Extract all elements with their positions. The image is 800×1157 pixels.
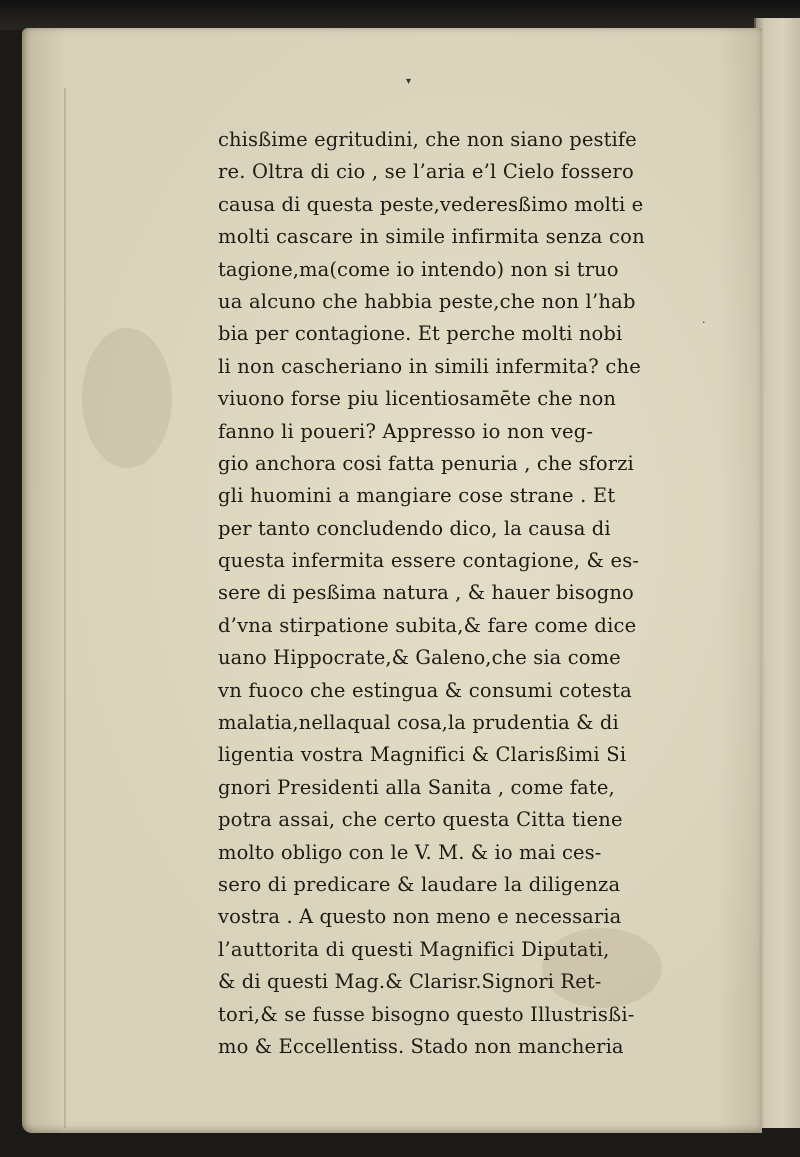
- text-line: & di questi Mag.& Clarisr.Signori Ret-: [218, 970, 602, 994]
- text-line: chisßime egritudini, che non siano pestife: [218, 128, 637, 151]
- text-line: mo & Eccellentiss. Stado non mancheria: [218, 1034, 624, 1058]
- text-line: questa infermita essere contagione, & es-: [218, 549, 640, 573]
- text-line: sere di pesßima natura , & hauer bisogno: [218, 581, 634, 605]
- text-line: viuono forse piu licentiosamēte che non: [218, 387, 617, 411]
- text-line: d’vna stirpatione subita,& fare come dice: [218, 613, 637, 637]
- text-line: gli huomini a mangiare cose strane . Et: [218, 484, 616, 508]
- text-line: potra assai, che certo questa Citta tiene: [218, 808, 623, 832]
- text-line: re. Oltra di cio , se l’aria e’l Cielo fossero: [218, 160, 634, 184]
- book-binding-edge: [0, 0, 800, 30]
- text-line: tori,& se fusse bisogno questo Illustrisßi-: [218, 1002, 635, 1026]
- text-line: per tanto concludendo dico, la causa di: [218, 516, 611, 540]
- margin-tick: ·: [702, 316, 706, 329]
- paper-stain: [82, 328, 172, 468]
- text-line: vostra . A questo non meno e necessaria: [218, 905, 622, 929]
- page-fold-shadow: [64, 88, 66, 1128]
- text-line: ligentia vostra Magnifici & Clarisßimi Si: [218, 743, 627, 767]
- text-line: gio anchora cosi fatta penuria , che sforzi: [218, 451, 634, 475]
- text-line: sero di predicare & laudare la diligenza: [218, 872, 621, 896]
- text-line: vn fuoco che estingua & consumi cotesta: [218, 678, 632, 702]
- text-line: ua alcuno che habbia peste,che non l’hab: [218, 289, 636, 313]
- text-line: fanno li poueri? Appresso io non veg-: [218, 419, 594, 443]
- page-body-text: [218, 124, 708, 1063]
- text-line: li non cascheriano in simili infermita? che: [218, 354, 641, 378]
- printer-mark: ▾: [406, 76, 412, 87]
- text-line: causa di questa peste,vederesßimo molti e: [218, 192, 644, 216]
- text-line: uano Hippocrate,& Galeno,che sia come: [218, 646, 621, 670]
- text-line: malatia,nellaqual cosa,la prudentia & di: [218, 711, 619, 735]
- text-line: bia per contagione. Et perche molti nobi: [218, 322, 623, 346]
- text-line: l’auttorita di questi Magnifici Diputati,: [218, 937, 610, 961]
- text-line: molti cascare in simile infirmita senza con: [218, 225, 645, 249]
- text-line: molto obligo con le V. M. & io mai ces-: [218, 840, 602, 864]
- text-line: gnori Presidenti alla Sanita , come fate,: [218, 775, 615, 799]
- text-line: tagione,ma(come io intendo) non si truo: [218, 257, 619, 281]
